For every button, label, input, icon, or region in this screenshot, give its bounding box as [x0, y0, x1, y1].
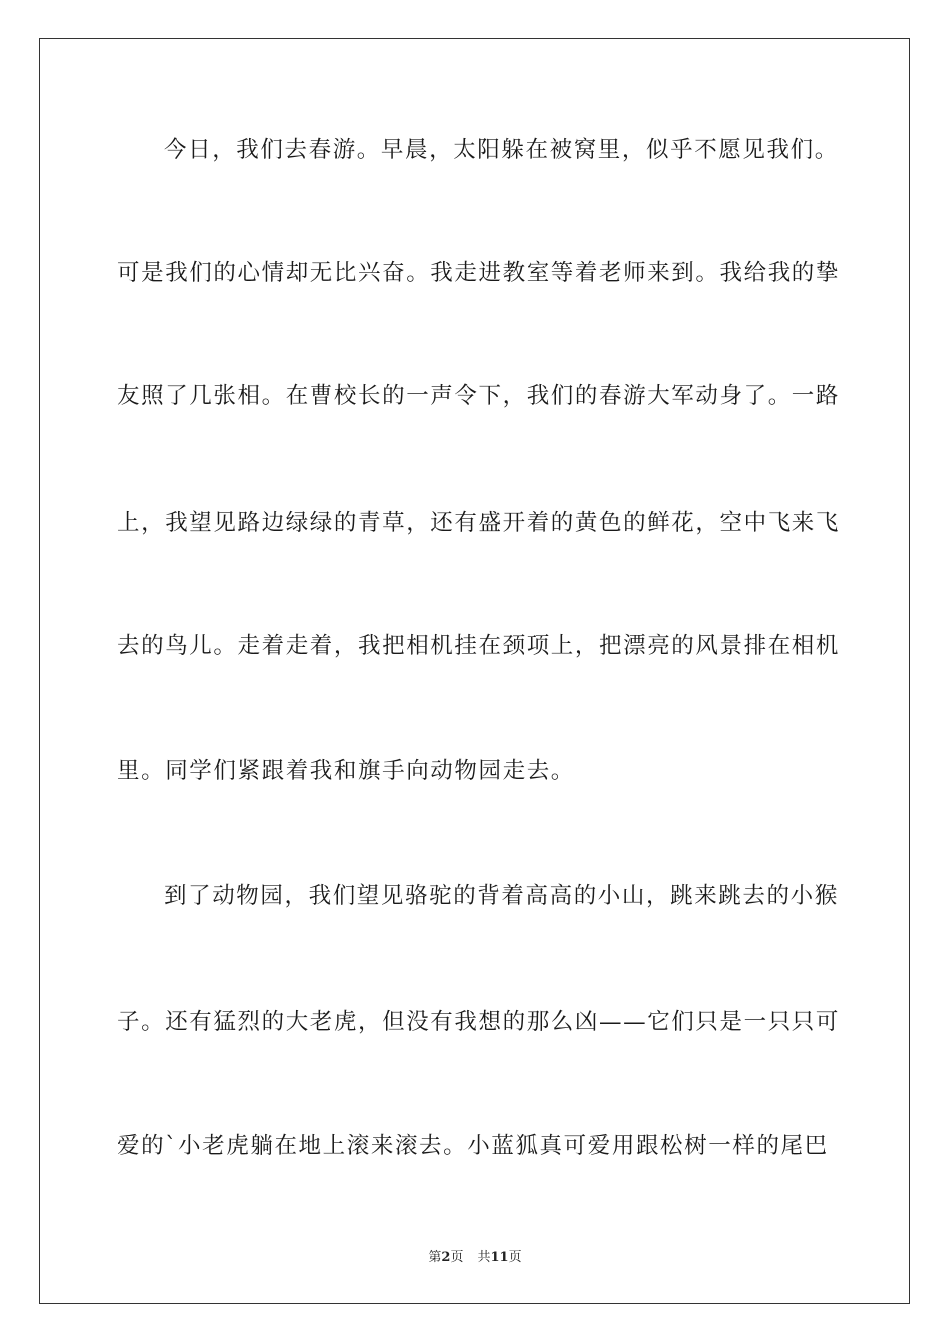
footer-page-prefix: 第	[428, 1250, 442, 1265]
paragraph-2-line-2: 子。还有猛烈的大老虎，但没有我想的那么凶——它们只是一只只可	[117, 1009, 841, 1035]
paragraph-1-line-5: 去的鸟儿。走着走着，我把相机挂在颈项上，把漂亮的风景排在相机	[117, 633, 841, 659]
footer-total-prefix: 共	[477, 1250, 491, 1265]
footer-total-pages: 11	[490, 1250, 509, 1265]
paragraph-1-line-6: 里。同学们紧跟着我和旗手向动物园走去。	[117, 758, 575, 784]
footer-page-suffix: 页	[450, 1250, 464, 1265]
footer-total-suffix: 页	[508, 1250, 522, 1265]
footer-current-page: 2	[441, 1250, 451, 1265]
paragraph-2-line-3: 爱的`小老虎躺在地上滚来滚去。小蓝狐真可爱用跟松树一样的尾巴	[117, 1133, 829, 1159]
page-border	[39, 38, 910, 1304]
paragraph-1-line-4: 上，我望见路边绿绿的青草，还有盛开着的黄色的鲜花，空中飞来飞	[117, 510, 841, 536]
paragraph-1-line-2: 可是我们的心情却无比兴奋。我走进教室等着老师来到。我给我的挚	[117, 260, 841, 286]
paragraph-2-line-1: 到了动物园，我们望见骆驼的背着高高的小山，跳来跳去的小猴	[164, 883, 839, 909]
page-footer	[0, 1246, 950, 1265]
paragraph-1-line-3: 友照了几张相。在曹校长的一声令下，我们的春游大军动身了。一路	[117, 383, 841, 409]
paragraph-1-line-1: 今日，我们去春游。早晨，太阳躲在被窝里，似乎不愿见我们。	[164, 137, 839, 163]
